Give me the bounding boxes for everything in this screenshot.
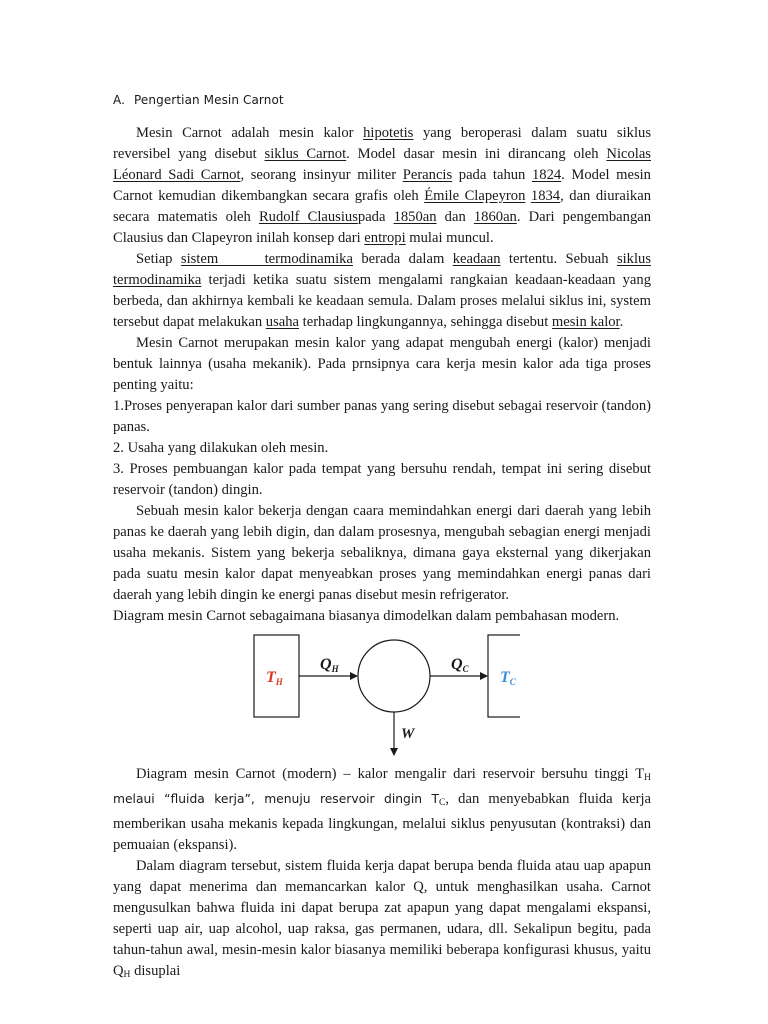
list-text: Proses pembuangan kalor pada tempat yang bersuhu rendah, tempat ini sering disebut reservoir (tandon) dingin.: [113, 461, 651, 498]
paragraph-mesin-kalor: Sebuah mesin kalor bekerja dengan caara memindahkan energi dari daerah yang lebih panas ke daerah yang lebih digin, dan dalam prosesnya, mengubah sebagian energi menjadi usaha mekanis. Sistem yang bekerja sebaliknya, dimana gaya eksternal yang dikerjakan pada suatu mesin kalor dapat menyeabkan proses yang memindahkan energi panas dari daerah yang lebih dingin ke energi panas disebut mesin refrigerator.: [113, 503, 651, 603]
subscript: H: [644, 773, 651, 783]
link-siklus-termodinamika[interactable]: siklus termodinamika: [113, 251, 651, 288]
work-label: W: [401, 726, 415, 742]
list-text: Proses penyerapan kalor dari sumber panas yang sering disebut sebagai reservoir (tandon) panas.: [113, 398, 651, 435]
subscript: H: [123, 970, 131, 980]
section-title: Pengertian Mesin Carnot: [134, 93, 284, 107]
qc-label: [451, 656, 470, 674]
body-text: [113, 123, 651, 627]
section-number: A.: [113, 93, 126, 107]
link-1850an[interactable]: 1850an: [393, 209, 437, 225]
text-run: , dan diuraikan secara matematis oleh: [113, 188, 651, 225]
hot-reservoir-box: [254, 635, 299, 717]
hot-t: T: [266, 669, 276, 686]
list-number: 1.: [113, 398, 124, 414]
paragraph-fluida-kerja: [113, 856, 651, 986]
paragraph-cara-kerja: Mesin Carnot merupakan mesin kalor yang adapat mengubah energi (kalor) menjadi bentuk lainnya (usaha mekanik). Pada prnsipnya cara kerja mesin kalor ada tiga proses penting yaitu:: [113, 335, 651, 393]
paragraph-siklus: [113, 249, 651, 333]
link-1824[interactable]: 1824: [531, 167, 562, 183]
link-hipotetis[interactable]: hipotetis: [363, 125, 414, 141]
text-run: berada dalam: [352, 251, 453, 267]
text-run: Mesin Carnot adalah mesin kalor: [136, 125, 364, 141]
list-item-3: [113, 459, 651, 501]
text-run: yang beroperasi dalam suatu siklus reversibel yang disebut: [113, 125, 651, 162]
text-run: Dalam diagram tersebut, sistem fluida kerja dapat berupa benda fluida atau uap apapun yang dapat menerima dan memancarkan kalor Q, untuk menghasilkan usaha. Carnot mengusulkan bahwa fluida ini dapat berupa zat apapun yang dapat mengalami ekspansi, seperti uap air, uap alcohol, uap raksa, gas permanen, udara, dll. Sekalipun begitu, pada tahun-tahun awal, mesin-mesin kalor biasanya memiliki beberapa konfigurasi khusus, yaitu Q: [113, 858, 651, 979]
text-run: . Model mesin Carnot kemudian dikembangkan secara grafis oleh: [113, 167, 651, 204]
text-run: dan: [436, 209, 474, 225]
list-item-2: [113, 438, 651, 459]
lower-text: [113, 764, 651, 986]
text-run: Setiap: [136, 251, 181, 267]
text-run: terhadap lingkungannya, sehingga disebut: [299, 314, 552, 330]
list-number: 2.: [113, 440, 124, 456]
list-text: Usaha yang dilakukan oleh mesin.: [123, 440, 329, 456]
text-run: Diagram mesin Carnot (modern) – kalor mengalir dari reservoir bersuhu tinggi T: [136, 766, 645, 782]
carnot-diagram: [250, 631, 520, 761]
link-mesin-kalor[interactable]: mesin kalor: [551, 314, 620, 330]
text-run: mulai muncul.: [405, 230, 494, 246]
link-usaha[interactable]: usaha: [265, 314, 300, 330]
link-1860an[interactable]: 1860an: [473, 209, 517, 225]
cold-t: T: [500, 669, 510, 686]
text-run: . Dari pengembangan Clausius dan Clapeyron inilah konsep dari: [113, 209, 652, 246]
link-rudolf-clausius[interactable]: Rudolf Clausius: [258, 209, 358, 225]
link-keadaan[interactable]: keadaan: [452, 251, 501, 267]
text-run: disuplai: [130, 963, 181, 979]
link-emile-clapeyron[interactable]: Émile Clapeyron: [424, 188, 526, 204]
engine-circle: [358, 640, 430, 712]
text-run: , dan menyebabkan fluida kerja memberikan usaha mekanis kepada lingkungan, melalui siklus penyusutan (kontraksi) dan pemuaian (ekspansi).: [113, 791, 651, 853]
qh-sub: H: [331, 664, 339, 674]
list-item-1: [113, 396, 651, 438]
text-run: . Model dasar mesin ini dirancang oleh: [346, 146, 607, 162]
subscript: C: [439, 798, 446, 808]
qc-sub: C: [462, 664, 469, 674]
paragraph-diagram-intro: Diagram mesin Carnot sebagaimana biasanya dimodelkan dalam pembahasan modern.: [113, 608, 620, 624]
link-entropi[interactable]: entropi: [364, 230, 406, 246]
link-nicolas-carnot[interactable]: Nicolas Léonard Sadi Carnot: [113, 146, 651, 183]
list-number: 3.: [113, 461, 124, 477]
qc-q: Q: [451, 656, 463, 673]
hot-sub: H: [275, 677, 283, 687]
link-sistem-termodinamika[interactable]: sistem termodinamika: [180, 251, 353, 267]
text-run: pada tahun: [452, 167, 532, 183]
link-siklus-carnot[interactable]: siklus Carnot: [264, 146, 347, 162]
text-run: terjadi ketika suatu sistem mengalami rangkaian keadaan-keadaan yang berbeda, dan akhirnya kembali ke keadaan semula. Dalam proses melalui siklus ini, system tersebut dapat melakukan: [113, 272, 651, 330]
section-heading: [113, 93, 284, 107]
text-run: pada: [357, 209, 394, 225]
text-run: melaui “fluida kerja”, menuju reservoir dingin T: [113, 792, 440, 806]
diagram-caption: [113, 764, 651, 856]
qh-label: [320, 656, 340, 674]
link-1834[interactable]: 1834: [530, 188, 561, 204]
paragraph-intro: [113, 123, 651, 249]
text-run: , seorang insinyur militer: [240, 167, 403, 183]
text-run: tertentu. Sebuah: [500, 251, 617, 267]
qh-q: Q: [320, 656, 332, 673]
text-run: .: [619, 314, 624, 330]
link-perancis[interactable]: Perancis: [402, 167, 453, 183]
cold-sub: C: [509, 677, 516, 687]
